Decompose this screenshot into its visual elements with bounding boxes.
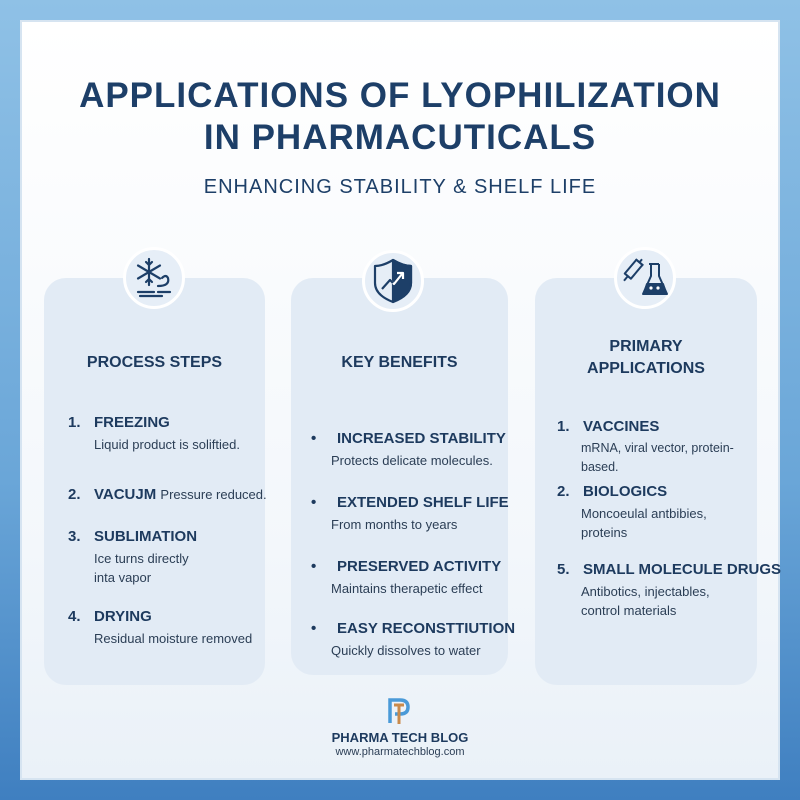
item-number: 4.	[68, 608, 81, 625]
item-title: BIOLOGICS	[583, 483, 668, 500]
item-title: VACUJM	[94, 486, 157, 503]
list-item	[68, 486, 265, 503]
item-title: INCREASED STABILITY	[337, 430, 506, 447]
syringe-flask-icon	[614, 247, 676, 309]
footer-url[interactable]: www.pharmatechblog.com	[335, 746, 465, 758]
item-number: 2.	[68, 486, 81, 503]
primary-applications-card	[535, 278, 782, 685]
item-desc: Ice turns directly inta vapor	[94, 551, 189, 585]
list-item	[68, 414, 265, 454]
item-desc: mRNA, viral vector, protein-based.	[581, 441, 734, 474]
list-item	[557, 561, 782, 620]
item-title: VACCINES	[583, 418, 660, 435]
item-desc: Maintains therapetic effect	[331, 581, 483, 596]
card-heading: KEY BENEFITS	[341, 354, 458, 371]
item-desc: Quickly dissolves to water	[331, 643, 481, 658]
item-desc: From months to years	[331, 517, 458, 532]
snowflake-wind-icon	[123, 247, 185, 309]
item-number: 1.	[557, 418, 570, 435]
process-steps-card	[44, 278, 265, 685]
list-item	[557, 483, 717, 542]
item-desc: Antibotics, injectables, control materials	[581, 584, 710, 618]
item-desc: Pressure reduced.	[160, 487, 267, 502]
item-title: EXTENDED SHELF LIFE	[337, 494, 509, 511]
title-line-2: IN PHARMACUTICALS	[203, 118, 597, 157]
item-desc: Protects delicate molecules.	[331, 453, 493, 468]
item-number: 1.	[68, 414, 81, 431]
list-item	[68, 528, 205, 587]
subtitle: ENHANCING STABILITY & SHELF LIFE	[203, 176, 597, 198]
list-item	[311, 430, 508, 470]
title-line-1: APPLICATIONS OF LYOPHILIZATION	[79, 76, 721, 115]
list-item	[311, 558, 508, 598]
list-item	[557, 418, 757, 477]
item-desc: Residual moisture removed	[94, 631, 253, 646]
item-title: SMALL MOLECULE DRUGS	[583, 561, 782, 578]
card-heading: PROCESS STEPS	[86, 354, 223, 371]
blog-logo-icon	[0, 696, 800, 731]
item-title: EASY RECONSTTIUTION	[337, 620, 516, 637]
bullet: •	[311, 430, 317, 447]
item-title: SUBLIMATION	[94, 528, 198, 545]
bullet: •	[311, 620, 317, 637]
item-desc: Moncoeulal antbibies, proteins	[581, 506, 707, 540]
item-number: 3.	[68, 528, 81, 545]
list-item	[68, 608, 265, 648]
item-number: 5.	[557, 561, 570, 578]
key-benefits-card	[291, 278, 516, 675]
shield-growth-icon	[362, 250, 424, 312]
item-desc: Liquid product is soliftied.	[94, 437, 240, 452]
item-number: 2.	[557, 483, 570, 500]
list-item	[311, 494, 508, 534]
footer-brand: PHARMA TECH BLOG	[331, 730, 469, 745]
item-title: DRYING	[94, 608, 152, 625]
bullet: •	[311, 494, 317, 511]
bullet: •	[311, 558, 317, 575]
item-title: PRESERVED ACTIVITY	[337, 558, 502, 575]
card-heading: PRIMARY APPLICATIONS	[587, 338, 705, 377]
list-item	[311, 620, 516, 660]
item-title: FREEZING	[94, 414, 170, 431]
